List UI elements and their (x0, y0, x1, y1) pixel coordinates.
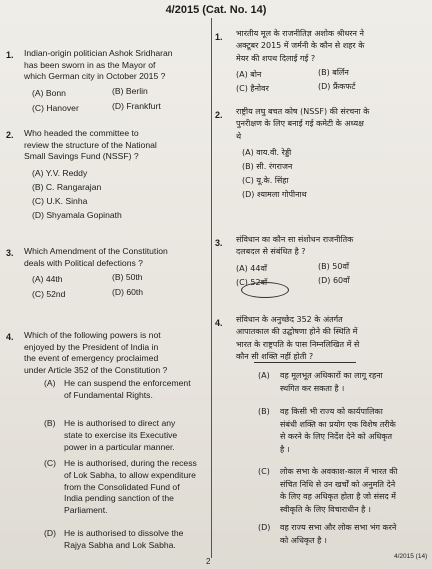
option-text-line: of Fundamental Rights. (64, 389, 153, 400)
question-text-line: Which of the following powers is not (24, 330, 161, 340)
question-number: 4. (215, 318, 223, 328)
question-number: 3. (6, 248, 14, 258)
option-text-line: from the Consolidated Fund of (64, 481, 180, 492)
question-text-line: Who headed the committee to (24, 128, 139, 138)
option: (A) Y.V. Reddy (32, 167, 88, 178)
question-text-line: संविधान के अनुच्छेद 352 के अंतर्गत (236, 315, 343, 324)
question-text-line: थे (236, 131, 242, 141)
option-text-line: के लिए वह अधिकृत होता है जो संसद में (280, 492, 396, 502)
question-text-line: which German city in October 2015 ? (24, 71, 166, 82)
option-label: (D) (44, 528, 56, 538)
question-text-line: राष्ट्रीय लघु बचत कोष (NSSF) की संरचना के (236, 107, 370, 116)
option-text-line: लोक सभा के अवकाश-काल में भारत की (280, 467, 398, 476)
option-text-line: को अधिकृत है । (280, 535, 327, 545)
option-label: (D) (258, 523, 271, 532)
option: (B) 50वाँ (318, 261, 349, 271)
question-text-line: Indian-origin politician Ashok Sridharan (24, 48, 173, 58)
question-text-line: पुनरीक्षण के लिए बनाई गई कमेटी के अध्यक्ष (236, 119, 364, 129)
option-text-line: से करने के लिए निर्देश देने को अधिकृत (280, 432, 393, 442)
option: (D) Frankfurt (112, 100, 161, 111)
option: (D) Shyamala Gopinath (32, 209, 122, 220)
option-text-line: Rajya Sabha and Lok Sabha. (64, 539, 176, 550)
question-text-line: अक्टूबर 2015 में जर्मनी के कौन से शहर के (236, 41, 365, 51)
question-text-line: has been sworn in as the Mayor of (24, 59, 156, 70)
option-text-line: स्वीकृति के लिए विचाराधीन है । (280, 504, 371, 514)
option: (A) 44वाँ (236, 263, 267, 273)
question-text-line: Small Savings Fund (NSSF) ? (24, 151, 139, 162)
option: (A) वाय.वी. रेड्डी (242, 148, 292, 158)
question-number: 4. (6, 332, 14, 342)
question-text-line: संविधान का कौन सा संशोधन राजनीतिक (236, 235, 354, 244)
option-text-line: He is authorised to direct any (64, 418, 176, 428)
page-number: 2 (206, 557, 211, 566)
option: (C) 52वाँ (236, 277, 268, 287)
option-text-line: वह मूलभूत अधिकारों का लागू रहना (280, 371, 383, 380)
question-text-line: enjoyed by the President of India in (24, 341, 159, 352)
question-text-line: कौन सी शक्ति नहीं होती ? (236, 352, 314, 362)
question-text-line: deals with Political defections ? (24, 257, 143, 268)
option: (A) 44th (32, 274, 63, 285)
question-text-line: मेयर की शपथ दिलाई गई ? (236, 53, 316, 63)
option: (A) बोन (236, 70, 262, 80)
option-text-line: स्थगित कर सकता है । (280, 383, 345, 393)
option-text-line: of Lok Sabha, to allow expenditure (64, 469, 196, 480)
option-label: (B) (258, 407, 270, 416)
option: (B) 50th (112, 272, 143, 283)
option-text-line: India pending sanction of the (64, 493, 174, 504)
question-text-line: दलबदल से संबंधित है ? (236, 247, 306, 257)
option-text-line: He is authorised, during the recess (64, 458, 197, 468)
option: (C) हैनोवर (236, 84, 269, 94)
page-header: 4/2015 (Cat. No. 14) (165, 4, 267, 16)
option: (B) C. Rangarajan (32, 181, 102, 192)
question-number: 1. (6, 50, 14, 60)
question-text-line: भारतीय मूल के राजनीतिज्ञ अशोक श्रीधरन ने (236, 29, 364, 38)
option: (C) यू.के. सिंहा (242, 176, 289, 186)
option: (C) Hanover (32, 102, 79, 113)
option-text-line: वह राज्य सभा और लोक सभा भंग करने (280, 523, 397, 532)
option-text-line: state to exercise its Executive (64, 429, 178, 440)
option: (B) सी. रंगराजन (242, 162, 293, 172)
question-number: 2. (215, 110, 223, 120)
option: (D) 60वाँ (318, 275, 350, 285)
question-text-line: review the structure of the National (24, 139, 157, 150)
option-text-line: power in a particular manner. (64, 441, 175, 452)
option-text-line: वह किसी भी राज्य को कार्यपालिका (280, 407, 383, 416)
option: (D) श्यामला गोपीनाथ (242, 190, 307, 200)
option: (B) बर्लिन (318, 68, 349, 78)
option-label: (C) (258, 467, 270, 476)
option-text-line: He is authorised to dissolve the (64, 528, 184, 538)
option-label: (C) (44, 458, 56, 468)
option-text-line: Parliament. (64, 505, 108, 516)
question-text-line: आपातकाल की उद्घोषणा होने की स्थिति में (236, 327, 358, 337)
option: (C) 52nd (32, 289, 66, 300)
column-divider (211, 18, 212, 558)
question-text-line: the event of emergency proclaimed (24, 353, 159, 364)
option-text-line: He can suspend the enforcement (64, 378, 191, 388)
option-label: (A) (258, 371, 270, 380)
question-text-line: under Article 352 of the Constitution ? (24, 364, 168, 375)
question-number: 3. (215, 238, 223, 248)
option: (B) Berlin (112, 85, 148, 96)
option-label: (B) (44, 418, 56, 428)
page-footer-code: 4/2015 (14) (394, 553, 428, 560)
option-text-line: है । (280, 444, 290, 454)
option-text-line: संचित निधि से उन खर्चों को अनुमति देने (280, 479, 396, 489)
option-text-line: संबंधी शक्ति का प्रयोग एक विशेष तरीके (280, 419, 396, 429)
option: (D) फ्रैंकफर्ट (318, 82, 356, 92)
option-label: (A) (44, 378, 56, 388)
question-number: 2. (6, 130, 14, 140)
question-text-line: Which Amendment of the Constitution (24, 246, 168, 256)
option: (A) Bonn (32, 87, 66, 98)
question-text-line: भारत के राष्ट्रपति के पास निम्नलिखित में से (236, 339, 360, 349)
option: (C) U.K. Sinha (32, 195, 88, 206)
option: (D) 60th (112, 287, 144, 298)
question-number: 1. (215, 32, 223, 42)
